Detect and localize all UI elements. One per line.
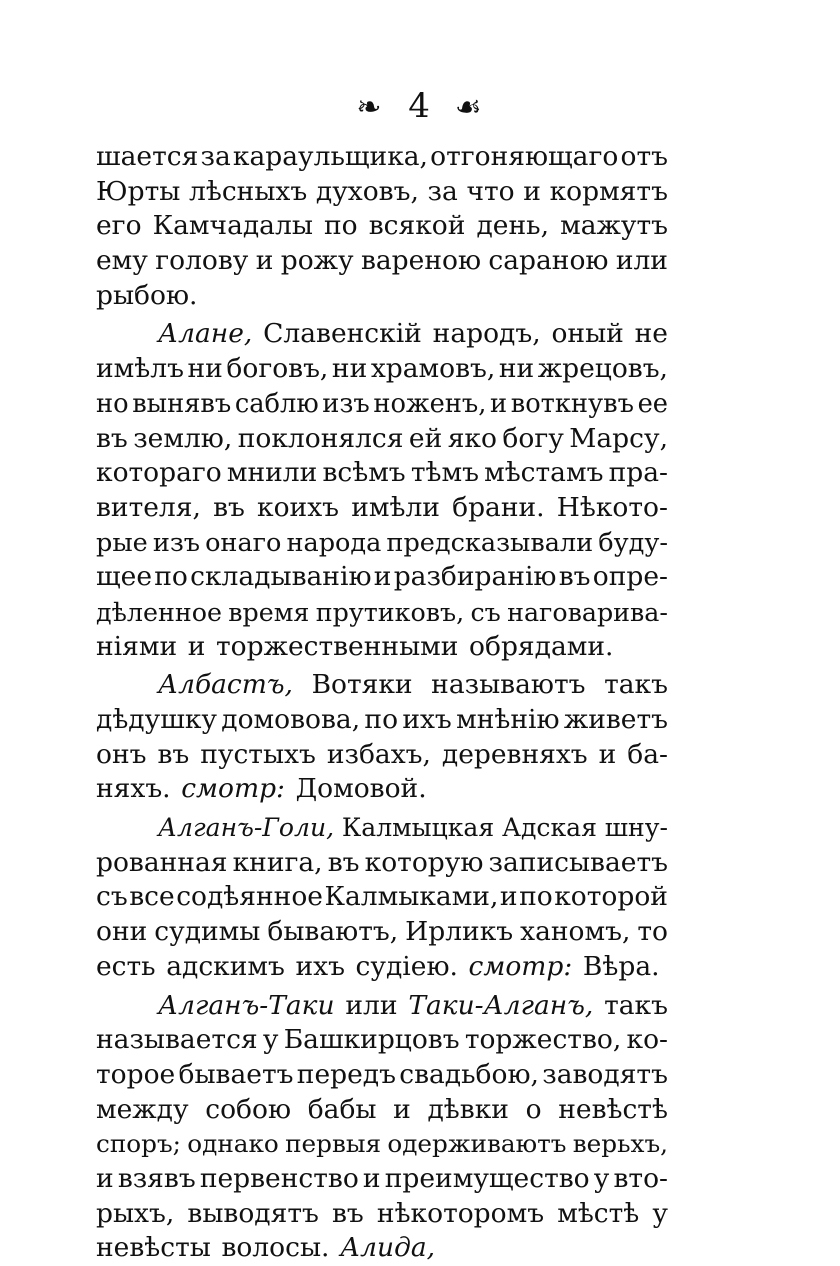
word: торое [96, 1058, 176, 1090]
text-line [96, 352, 668, 387]
word: Марсу, [569, 422, 668, 454]
word: храмовъ, [370, 353, 496, 385]
word: преимущество [384, 1162, 590, 1194]
word: буду- [598, 527, 668, 558]
word: или [615, 245, 668, 277]
word: называютъ [431, 669, 586, 701]
word: между [96, 1093, 189, 1125]
text-line [96, 1023, 668, 1058]
text-line [96, 772, 668, 807]
word: взявъ [117, 1162, 196, 1194]
word: адскимъ [166, 950, 285, 982]
word: ніями [96, 630, 178, 662]
word: первыя [285, 1129, 382, 1159]
word: записываетъ [488, 846, 668, 878]
word: такъ [604, 669, 668, 701]
word: избахъ, [326, 738, 431, 770]
word: ему [96, 245, 148, 277]
word: содѣянное [176, 881, 323, 913]
page-number: 4 [408, 86, 430, 126]
word: голову [155, 245, 249, 277]
italic-term: смотр: [468, 950, 573, 982]
word: дѣвки [427, 1093, 509, 1125]
word: Нѣкото- [556, 491, 668, 523]
text-line [96, 1093, 668, 1128]
word: въ [327, 846, 360, 878]
word: время [228, 596, 310, 627]
word: рые [96, 527, 148, 558]
word: отъ [620, 141, 668, 172]
word: предсказывали [386, 527, 594, 558]
word: пустыхъ [200, 738, 316, 770]
text-line [96, 703, 668, 738]
word: поклонялся [237, 422, 404, 454]
italic-term: Таки-Алганъ, [408, 989, 594, 1021]
word: мѣстамъ [484, 457, 604, 489]
text-line [96, 1162, 668, 1197]
word: ни [498, 353, 535, 385]
word: или [345, 989, 398, 1021]
word: и [187, 630, 206, 662]
text-line [96, 456, 668, 491]
italic-term: Алане, [158, 318, 253, 350]
text-line [96, 279, 668, 314]
word: бываютъ, [267, 916, 399, 948]
word: Домовой. [295, 773, 427, 805]
word: живетъ [563, 704, 668, 735]
word: деревняхъ [441, 738, 588, 770]
word: дѣдушку [96, 704, 217, 735]
word: бабы [307, 1093, 377, 1125]
text-line [96, 560, 668, 595]
word: его [96, 210, 142, 242]
text-line [96, 526, 668, 561]
word: называется [96, 1024, 258, 1056]
word: книга, [232, 846, 323, 878]
word: Вотяки [311, 669, 413, 701]
word: такъ [604, 989, 668, 1021]
word: по [154, 561, 188, 593]
word: за [200, 141, 231, 172]
word: которой [554, 881, 668, 913]
word: невѣсты [96, 1232, 211, 1264]
word: торжество, [464, 1024, 622, 1056]
word: наговарива- [507, 596, 668, 627]
word: ко- [626, 1024, 668, 1056]
word: передъ [296, 1058, 396, 1090]
word: коихъ [257, 491, 340, 523]
word: Ирликъ [405, 916, 514, 948]
word: брани. [452, 491, 545, 523]
word: Вѣра. [582, 950, 660, 982]
word: то [637, 916, 668, 948]
word: пра- [608, 457, 668, 489]
word: котораго [96, 457, 222, 489]
word: шается [96, 141, 199, 172]
italic-term: Албастъ, [158, 669, 293, 701]
word: мажутъ [560, 210, 668, 242]
word: за [427, 175, 458, 207]
word: мнѣнію [456, 704, 560, 735]
text-line [96, 317, 668, 352]
text-line [96, 846, 668, 881]
text-line [96, 244, 668, 279]
text-line [96, 140, 668, 175]
word: невѣстѣ [558, 1093, 668, 1125]
ornament-left-icon: ❧ [356, 90, 384, 125]
word: и [255, 245, 274, 277]
italic-term: Алганъ-Голи, [158, 813, 335, 843]
word: прутиковъ, [315, 596, 465, 627]
word: верьхъ, [572, 1129, 668, 1159]
word: но [96, 388, 129, 419]
word: всякой [368, 210, 466, 242]
word: отгоняющаго [430, 141, 619, 172]
word: имѣли [351, 491, 440, 523]
word: что [466, 175, 515, 207]
word: лѣсныхъ [189, 175, 308, 207]
word: ни [331, 353, 368, 385]
word: Юрты [96, 175, 181, 207]
word: о [525, 1093, 542, 1125]
word: вареною [360, 245, 482, 277]
word: и [598, 738, 617, 770]
word: и [362, 1162, 381, 1194]
text-line [96, 668, 668, 703]
word: у [593, 1162, 610, 1194]
word: рожу [280, 245, 354, 277]
word: и [373, 561, 392, 593]
word: по [519, 881, 553, 913]
word: въ [558, 561, 591, 593]
word: Славенскій [263, 318, 422, 350]
word: караульщика, [232, 141, 428, 172]
text-line [96, 950, 668, 985]
word: и [523, 175, 541, 207]
word: ее [637, 388, 668, 419]
word: складыванію [190, 561, 372, 593]
word: у [262, 1024, 279, 1056]
text-line [96, 209, 668, 244]
word: и [96, 1162, 114, 1194]
word: ей [408, 422, 443, 454]
word: боговъ, [226, 353, 329, 385]
word: мнили [226, 457, 318, 489]
text-line [96, 1197, 668, 1232]
word: въ [96, 422, 128, 454]
word: вто- [613, 1162, 668, 1194]
text-line [96, 1058, 668, 1093]
ornament-right-icon: ☙ [454, 90, 484, 125]
word: Адская [502, 813, 597, 843]
word: заводятъ [542, 1058, 668, 1090]
word: въ [213, 491, 245, 523]
word: свадьбою, [399, 1058, 539, 1090]
word: волосы. [221, 1232, 330, 1264]
word: судіею. [355, 950, 458, 982]
word: нѣкоторомъ [376, 1197, 545, 1229]
word: народа [286, 527, 382, 558]
word: няхъ. [96, 773, 171, 805]
text-line [96, 880, 668, 915]
word: имѣлъ [96, 353, 184, 385]
word: вителя, [96, 491, 201, 523]
word: вынявъ [132, 388, 232, 419]
word: всѣмъ [322, 457, 406, 489]
word: сараною [488, 245, 609, 277]
word: Камчадалы [152, 210, 313, 242]
word: по [324, 210, 358, 242]
word: рыбою. [96, 279, 198, 311]
word: одерживаютъ [387, 1129, 567, 1159]
text-line [96, 175, 668, 210]
word: въ [332, 1197, 364, 1229]
text-line [96, 1127, 668, 1162]
word: ба- [627, 738, 668, 770]
word: Калмыками, [324, 881, 499, 913]
word: шну- [604, 813, 668, 843]
word: они [96, 916, 148, 948]
word: изъ [152, 527, 201, 558]
catchword: Алида, [340, 1232, 436, 1264]
word: по [364, 704, 399, 735]
word: землю, [133, 422, 233, 454]
word: ихъ [295, 950, 345, 982]
word: и [490, 388, 508, 419]
word: съ [96, 881, 128, 913]
word: судимы [154, 916, 261, 948]
word: и [393, 1093, 411, 1125]
word: съ [470, 596, 501, 627]
word: опре- [592, 561, 668, 593]
word: Башкирцовъ [283, 1024, 460, 1056]
word: первенство [199, 1162, 359, 1194]
word: торжественными [216, 630, 459, 662]
word: все [129, 881, 175, 913]
word: день, [476, 210, 549, 242]
word: рыхъ, [96, 1197, 175, 1229]
page-body-text [96, 140, 668, 1266]
word: дѣленное [96, 596, 222, 627]
word: однако [187, 1129, 279, 1159]
word: которую [364, 846, 484, 878]
word: саблю [234, 388, 319, 419]
text-line [96, 387, 668, 422]
word: собою [205, 1093, 292, 1125]
italic-term: смотр: [181, 773, 285, 805]
word: ихъ [402, 704, 452, 735]
word: споръ; [96, 1129, 181, 1159]
text-line [96, 595, 668, 630]
word: рованная [96, 846, 228, 878]
word: ханомъ, [520, 916, 631, 948]
word: ни [187, 353, 223, 385]
word: мѣстѣ [557, 1197, 640, 1229]
word: въ [157, 738, 190, 770]
word: онаго [205, 527, 282, 558]
word: обрядами. [469, 630, 614, 662]
word: народъ, [432, 318, 541, 350]
word: щее [96, 561, 153, 593]
word: домовова, [221, 704, 361, 735]
word: не [634, 318, 668, 350]
word: у [652, 1197, 668, 1229]
text-line [96, 738, 668, 773]
word: Калмыцкая [341, 813, 495, 843]
word: есть [96, 950, 156, 982]
text-line [96, 491, 668, 526]
text-line [96, 1231, 668, 1266]
word: воткнувъ [510, 388, 634, 419]
italic-term: Алганъ-Таки [158, 989, 335, 1021]
text-line [96, 915, 668, 950]
word: тѣмъ [410, 457, 479, 489]
word: кормятъ [549, 175, 668, 207]
page-header [0, 86, 840, 128]
word: жрецовъ, [537, 353, 668, 385]
word: онъ [96, 738, 147, 770]
word: оный [551, 318, 624, 350]
word: духовъ, [315, 175, 419, 207]
word: богу [502, 422, 564, 454]
word: разбиранію [393, 561, 557, 593]
word: выводятъ [187, 1197, 319, 1229]
word: ноженъ, [373, 388, 487, 419]
word: яко [447, 422, 497, 454]
text-line [96, 811, 668, 846]
word: бываетъ [178, 1058, 294, 1090]
word: изъ [322, 388, 370, 419]
text-line [96, 989, 668, 1024]
text-line [96, 422, 668, 457]
text-line [96, 630, 668, 665]
word: и [499, 881, 518, 913]
